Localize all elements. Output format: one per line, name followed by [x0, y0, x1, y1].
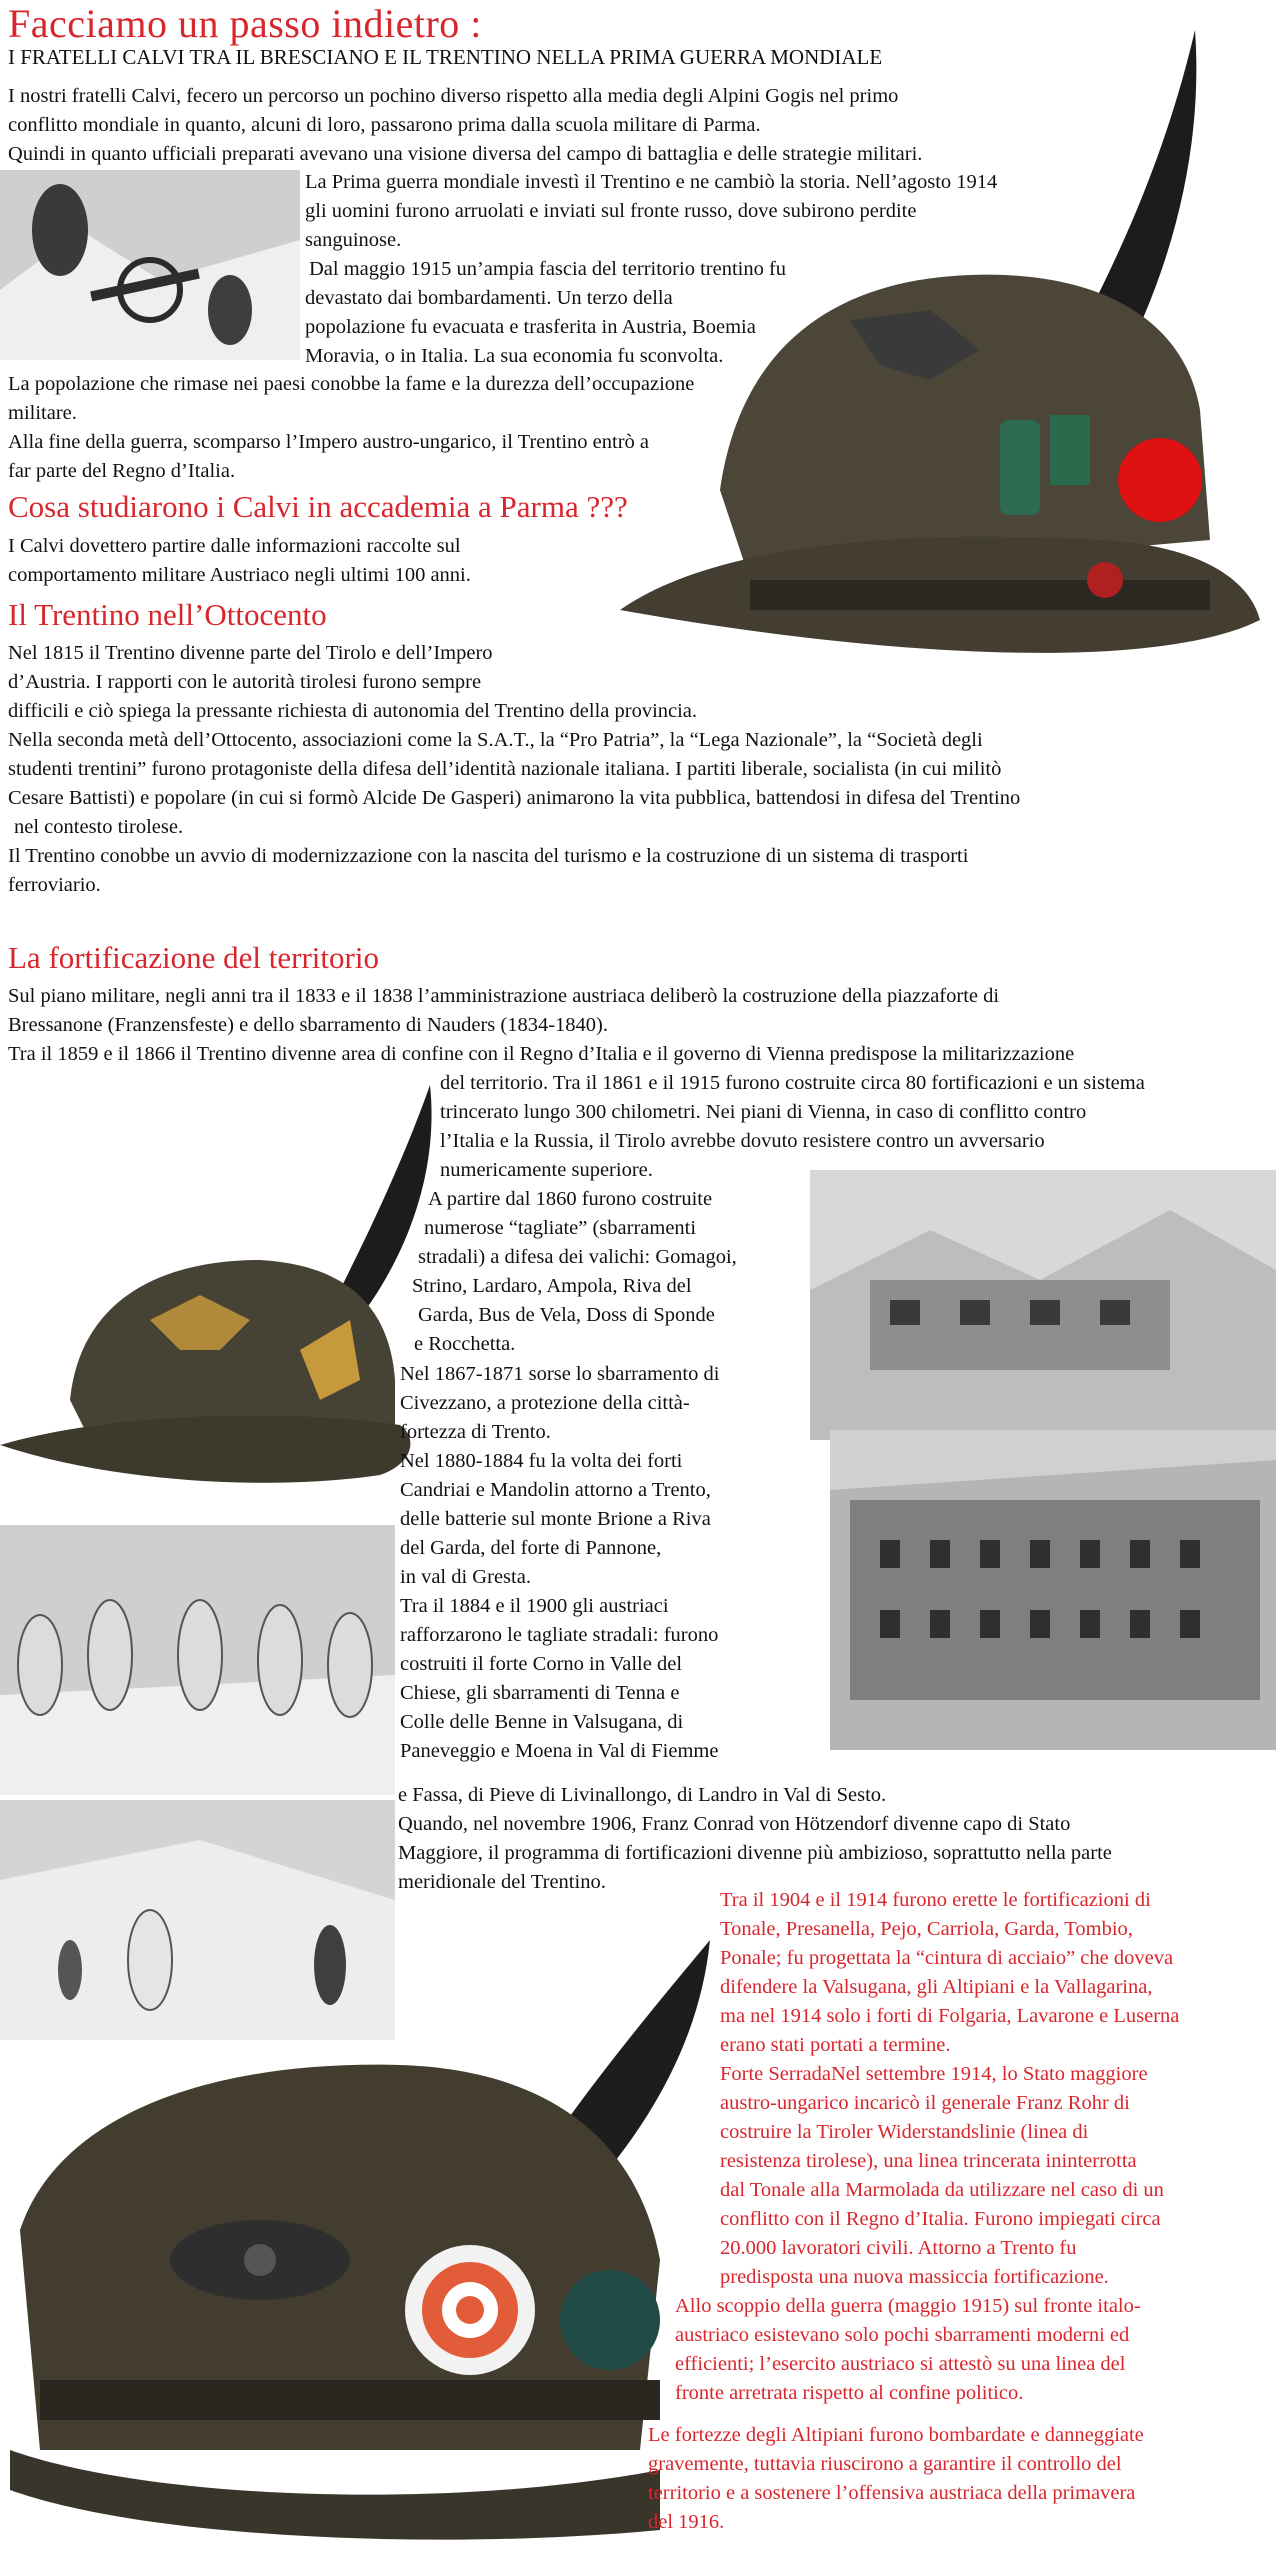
text-line: sanguinose. [305, 229, 402, 251]
text-line: devastato dai bombardamenti. Un terzo della [305, 287, 673, 309]
page-title: Facciamo un passo indietro : [8, 1, 482, 46]
text-line: costruire la Tiroler Widerstandslinie (linea di [720, 2121, 1089, 2143]
fort-photo-2 [830, 1430, 1276, 1750]
tagliate-paragraph [412, 1185, 812, 1359]
text-line: conflitto mondiale in quanto, alcuni di loro, passarono prima dalla scuola militare di Parma. [8, 114, 761, 136]
parma-heading: Cosa studiarono i Calvi in accademia a Parma ??? [8, 489, 628, 524]
text-line: numericamente superiore. [440, 1159, 653, 1181]
fortification-heading: La fortificazione del territorio [8, 940, 379, 975]
text-line: ferroviario. [8, 874, 101, 896]
text-line: dal Tonale alla Marmolada da utilizzare nel caso di un [720, 2179, 1164, 2201]
ottocento-heading: Il Trentino nell’Ottocento [8, 597, 327, 632]
text-line: Chiese, gli sbarramenti di Tenna e [400, 1682, 680, 1704]
text-line: ma nel 1914 solo i forti di Folgaria, Lavarone e Luserna [720, 2005, 1180, 2027]
text-line: fronte arretrata rispetto al confine politico. [675, 2382, 1024, 2404]
text-line: Paneveggio e Moena in Val di Fiemme [400, 1740, 719, 1762]
text-line: far parte del Regno d’Italia. [8, 460, 236, 482]
text-line: Sul piano militare, negli anni tra il 1833 e il 1838 l’amministrazione austriaca deliberò la costruzione della piazzaforte di [8, 985, 1000, 1007]
text-line: rafforzarono le tagliate stradali: furono [400, 1624, 719, 1646]
text-line: resistenza tirolese), una linea trincerata ininterrotta [720, 2150, 1137, 2172]
alpine-hat-image-3 [0, 1930, 720, 2550]
text-line: Quando, nel novembre 1906, Franz Conrad von Hötzendorf divenne capo di Stato [398, 1813, 1071, 1835]
soldiers-cannon-photo [0, 170, 300, 360]
fortification-mid [440, 1069, 1270, 1185]
text-line: difendere la Valsugana, gli Altipiani e la Vallagarina, [720, 1976, 1153, 1998]
text-line: militare. [8, 402, 77, 424]
parma-paragraph [8, 532, 648, 590]
forts-paragraph [400, 1360, 840, 1766]
population-paragraph [8, 370, 828, 486]
text-line: e Rocchetta. [414, 1333, 516, 1355]
text-line: del 1916. [648, 2511, 725, 2533]
text-line: I Calvi dovettero partire dalle informazioni raccolte sul [8, 535, 461, 557]
text-line: Cesare Battisti) e popolare (in cui si formò Alcide De Gasperi) animarono la vita pubblica, battendosi in difesa del Trentino [8, 787, 1021, 809]
text-line: l’Italia e la Russia, il Tirolo avrebbe dovuto resistere contro un avversario [440, 1130, 1045, 1152]
text-line: costruiti il forte Corno in Valle del [400, 1653, 683, 1675]
text-line: gli uomini furono arruolati e inviati sul fronte russo, dove subirono perdite [305, 200, 917, 222]
text-line: Bressanone (Franzensfeste) e dello sbarramento di Nauders (1834-1840). [8, 1014, 608, 1036]
alpine-hat-image-2 [0, 1080, 440, 1510]
text-line: Tonale, Presanella, Pejo, Carriola, Garda, Tombio, [720, 1918, 1133, 1940]
red-paragraph-3 [648, 2421, 1276, 2537]
text-line: Candriai e Mandolin attorno a Trento, [400, 1479, 711, 1501]
text-line: Maggiore, il programma di fortificazioni divenne più ambizioso, soprattutto nella parte [398, 1842, 1112, 1864]
text-line: del territorio. Tra il 1861 e il 1915 furono costruite circa 80 fortificazioni e un sistema [440, 1072, 1145, 1094]
text-line: La Prima guerra mondiale investì il Trentino e ne cambiò la storia. Nell’agosto 1914 [305, 171, 998, 193]
text-line: trincerato lungo 300 chilometri. Nei piani di Vienna, in caso di conflitto contro [440, 1101, 1087, 1123]
text-line: stradali) a difesa dei valichi: Gomagoi, [418, 1246, 737, 1268]
text-line: austriaco esistevano solo pochi sbarramenti moderni ed [675, 2324, 1130, 2346]
fortification-intro [8, 982, 1273, 1069]
fort-photo-1 [810, 1170, 1276, 1440]
text-line: delle batterie sul monte Brione a Riva [400, 1508, 711, 1530]
text-line: fortezza di Trento. [400, 1421, 551, 1443]
text-line: popolazione fu evacuata e trasferita in Austria, Boemia [305, 316, 756, 338]
ottocento-paragraph [8, 639, 1270, 900]
text-line: e Fassa, di Pieve di Livinallongo, di Landro in Val di Sesto. [398, 1784, 887, 1806]
text-line: Tra il 1884 e il 1900 gli austriaci [400, 1595, 669, 1617]
text-line: Alla fine della guerra, scomparso l’Impero austro-ungarico, il Trentino entrò a [8, 431, 650, 453]
text-line: I nostri fratelli Calvi, fecero un percorso un pochino diverso rispetto alla media degli Alpini Gogis nel primo [8, 85, 899, 107]
text-line: Nel 1880-1884 fu la volta dei forti [400, 1450, 683, 1472]
text-line: Nella seconda metà dell’Ottocento, associazioni come la S.A.T., la “Pro Patria”, la “Lega Nazionale”, la “Società degli [8, 729, 983, 751]
text-line: Quindi in quanto ufficiali preparati avevano una visione diversa del campo di battaglia e delle strategie militari. [8, 143, 923, 165]
text-line: Ponale; fu progettata la “cintura di acciaio” che doveva [720, 1947, 1174, 1969]
text-line: d’Austria. I rapporti con le autorità tirolesi furono sempre [8, 671, 482, 693]
text-line: Forte SerradaNel settembre 1914, lo Stato maggiore [720, 2063, 1148, 2085]
red-paragraph-1 [720, 1886, 1276, 2292]
ski-soldiers-photo [0, 1525, 395, 1795]
text-line: Dal maggio 1915 un’ampia fascia del territorio trentino fu [309, 258, 787, 280]
text-line: Allo scoppio della guerra (maggio 1915) sul fronte italo- [675, 2295, 1141, 2317]
text-line: gravemente, tuttavia riuscirono a garantire il controllo del [648, 2453, 1122, 2475]
text-line: Tra il 1904 e il 1914 furono erette le fortificazioni di [720, 1889, 1151, 1911]
text-line: Il Trentino conobbe un avvio di modernizzazione con la nascita del turismo e la costruzione di un sistema di trasporti [8, 845, 969, 867]
text-line: del Garda, del forte di Pannone, [400, 1537, 662, 1559]
text-line: Garda, Bus de Vela, Doss di Sponde [418, 1304, 715, 1326]
text-line: Moravia, o in Italia. La sua economia fu sconvolta. [305, 345, 724, 367]
text-line: Strino, Lardaro, Ampola, Riva del [412, 1275, 692, 1297]
conrad-paragraph [398, 1781, 1274, 1897]
text-line: predisposta una nuova massiccia fortificazione. [720, 2266, 1109, 2288]
text-line: Colle delle Benne in Valsugana, di [400, 1711, 684, 1733]
text-line: numerose “tagliate” (sbarramenti [424, 1217, 697, 1239]
text-line: A partire dal 1860 furono costruite [428, 1188, 713, 1210]
text-line: Nel 1815 il Trentino divenne parte del Tirolo e dell’Impero [8, 642, 493, 664]
text-line: in val di Gresta. [400, 1566, 531, 1588]
text-line: Tra il 1859 e il 1866 il Trentino divenne area di confine con il Regno d’Italia e il governo di Vienna predispose la militarizzazione [8, 1043, 1075, 1065]
text-line: nel contesto tirolese. [14, 816, 184, 838]
text-line: efficienti; l’esercito austriaco si attestò su una linea del [675, 2353, 1126, 2375]
text-line: erano stati portati a termine. [720, 2034, 951, 2056]
alpine-hat-image-1 [600, 20, 1276, 670]
text-line: 20.000 lavoratori civili. Attorno a Trento fu [720, 2237, 1077, 2259]
text-line: territorio e a sostenere l’offensiva austriaca della primavera [648, 2482, 1136, 2504]
text-line: austro-ungarico incaricò il generale Franz Rohr di [720, 2092, 1130, 2114]
text-line: Civezzano, a protezione della città- [400, 1392, 690, 1414]
text-line: studenti trentini” furono protagoniste della difesa dell’identità nazionale italiana. I partiti liberale, socialista (in cui militò [8, 758, 1002, 780]
text-line: Nel 1867-1871 sorse lo sbarramento di [400, 1363, 720, 1385]
text-line: La popolazione che rimase nei paesi conobbe la fame e la durezza dell’occupazione [8, 373, 695, 395]
red-paragraph-2 [675, 2292, 1275, 2408]
page-subtitle: I FRATELLI CALVI TRA IL BRESCIANO E IL TRENTINO NELLA PRIMA GUERRA MONDIALE [8, 45, 883, 69]
text-line: comportamento militare Austriaco negli ultimi 100 anni. [8, 564, 471, 586]
text-line: meridionale del Trentino. [398, 1871, 606, 1893]
text-line: difficili e ciò spiega la pressante richiesta di autonomia del Trentino della provincia. [8, 700, 698, 722]
text-line: conflitto con il Regno d’Italia. Furono impiegati circa [720, 2208, 1161, 2230]
text-line: Le fortezze degli Altipiani furono bombardate e danneggiate [648, 2424, 1144, 2446]
